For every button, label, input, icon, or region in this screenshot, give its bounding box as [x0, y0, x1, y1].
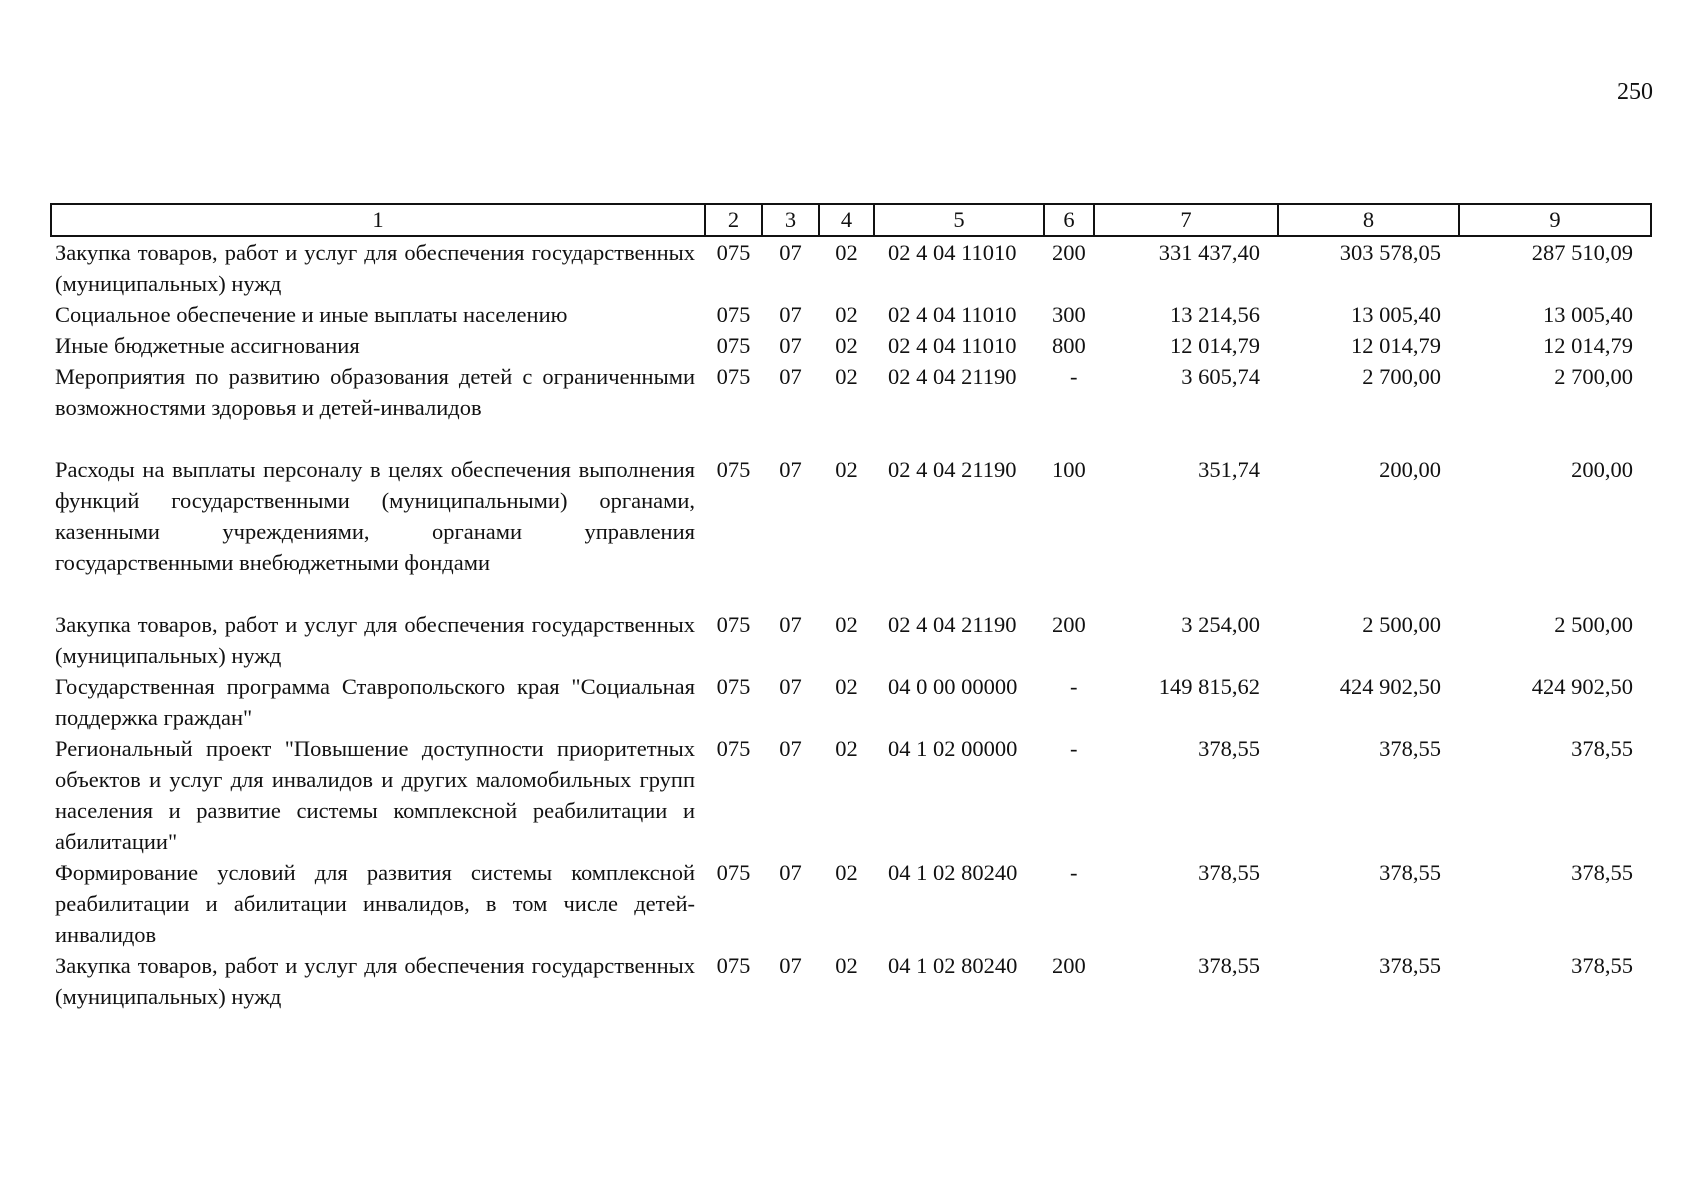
- cell-c5: 02 4 04 21190: [888, 612, 1017, 637]
- cell-c4: 02: [835, 457, 858, 482]
- cell-c3: 07: [779, 240, 802, 265]
- cell-c3: 07: [779, 302, 802, 327]
- cell-c4: 02: [835, 674, 858, 699]
- cell-c2: 075: [716, 364, 751, 389]
- cell-c5: 04 1 02 80240: [888, 860, 1018, 885]
- row-name: Закупка товаров, работ и услуг для обеспечения государственных (муниципальных) нужд: [55, 240, 695, 296]
- table-row: [51, 236, 1651, 299]
- column-header: 4: [819, 204, 874, 236]
- cell-c2: 075: [716, 612, 751, 637]
- page-number: 250: [1617, 79, 1653, 105]
- cell-c6: 200: [1052, 953, 1086, 978]
- cell-c5: 04 1 02 80240: [888, 953, 1018, 978]
- row-name: Закупка товаров, работ и услуг для обеспечения государственных (муниципальных) нужд: [55, 953, 695, 1009]
- cell-c6: 300: [1052, 302, 1086, 327]
- cell-c7: 378,55: [1198, 736, 1260, 761]
- cell-c3: 07: [779, 953, 802, 978]
- cell-c3: 07: [779, 612, 802, 637]
- table-row: [51, 609, 1651, 671]
- cell-c4: 02: [835, 953, 858, 978]
- table-row: [51, 330, 1651, 361]
- cell-c3: 07: [779, 736, 802, 761]
- table-row: [51, 857, 1651, 950]
- column-header: 6: [1044, 204, 1094, 236]
- cell-c8: 303 578,05: [1339, 240, 1441, 265]
- table-row: [51, 361, 1651, 454]
- row-name: Мероприятия по развитию образования детей с ограниченными возможностями здоровья и детей-инвалидов: [55, 364, 695, 420]
- column-header: 8: [1278, 204, 1459, 236]
- cell-c9: 287 510,09: [1531, 240, 1633, 265]
- cell-c9: 13 005,40: [1543, 302, 1633, 327]
- cell-c9: 2 500,00: [1554, 612, 1633, 637]
- cell-c9: 378,55: [1571, 736, 1633, 761]
- cell-c4: 02: [835, 860, 858, 885]
- cell-c7: 331 437,40: [1158, 240, 1260, 265]
- cell-c6: 200: [1052, 612, 1086, 637]
- cell-c8: 2 700,00: [1362, 364, 1441, 389]
- cell-c3: 07: [779, 333, 802, 358]
- cell-c6: -: [1070, 736, 1078, 761]
- cell-c7: 351,74: [1198, 457, 1260, 482]
- column-header: 5: [874, 204, 1044, 236]
- cell-c7: 13 214,56: [1170, 302, 1260, 327]
- table-row: [51, 671, 1651, 733]
- cell-c7: 149 815,62: [1158, 674, 1260, 699]
- column-header: 9: [1459, 204, 1651, 236]
- cell-c3: 07: [779, 674, 802, 699]
- column-header: 1: [51, 204, 705, 236]
- column-header: 3: [762, 204, 819, 236]
- cell-c3: 07: [779, 457, 802, 482]
- cell-c5: 04 1 02 00000: [888, 736, 1018, 761]
- cell-c2: 075: [716, 457, 751, 482]
- budget-table: [50, 203, 1652, 1012]
- cell-c8: 378,55: [1379, 736, 1441, 761]
- cell-c8: 2 500,00: [1362, 612, 1441, 637]
- cell-c9: 424 902,50: [1531, 674, 1633, 699]
- row-name: Социальное обеспечение и иные выплаты населению: [55, 302, 568, 327]
- cell-c5: 02 4 04 11010: [888, 302, 1017, 327]
- cell-c9: 2 700,00: [1554, 364, 1633, 389]
- cell-c4: 02: [835, 736, 858, 761]
- cell-c9: 378,55: [1571, 860, 1633, 885]
- table-row: [51, 299, 1651, 330]
- cell-c7: 3 605,74: [1181, 364, 1260, 389]
- row-name: Закупка товаров, работ и услуг для обеспечения государственных (муниципальных) нужд: [55, 612, 695, 668]
- cell-c5: 02 4 04 11010: [888, 333, 1017, 358]
- row-name: Иные бюджетные ассигнования: [55, 333, 360, 358]
- table-row: [51, 950, 1651, 1012]
- cell-c2: 075: [716, 953, 751, 978]
- cell-c5: 04 0 00 00000: [888, 674, 1018, 699]
- column-header: 7: [1094, 204, 1278, 236]
- cell-c4: 02: [835, 333, 858, 358]
- cell-c2: 075: [716, 333, 751, 358]
- cell-c5: 02 4 04 21190: [888, 457, 1017, 482]
- cell-c9: 12 014,79: [1543, 333, 1633, 358]
- cell-c6: -: [1070, 674, 1078, 699]
- cell-c8: 13 005,40: [1351, 302, 1441, 327]
- cell-c8: 200,00: [1379, 457, 1441, 482]
- column-header: 2: [705, 204, 762, 236]
- cell-c4: 02: [835, 612, 858, 637]
- cell-c6: 100: [1052, 457, 1086, 482]
- cell-c2: 075: [716, 240, 751, 265]
- cell-c6: -: [1070, 364, 1078, 389]
- row-name: Расходы на выплаты персоналу в целях обеспечения выполнения функций государственными (муниципальными) органами, казенными учреждениями, органами управления государственными внебюджетными фондами: [55, 457, 695, 575]
- cell-c6: -: [1070, 860, 1078, 885]
- cell-c9: 378,55: [1571, 953, 1633, 978]
- cell-c6: 800: [1052, 333, 1086, 358]
- cell-c4: 02: [835, 302, 858, 327]
- cell-c5: 02 4 04 11010: [888, 240, 1017, 265]
- cell-c6: 200: [1052, 240, 1086, 265]
- table-row: [51, 733, 1651, 857]
- cell-c7: 3 254,00: [1181, 612, 1260, 637]
- cell-c8: 12 014,79: [1351, 333, 1441, 358]
- cell-c7: 378,55: [1198, 953, 1260, 978]
- cell-c3: 07: [779, 860, 802, 885]
- cell-c2: 075: [716, 302, 751, 327]
- row-name: Формирование условий для развития системы комплексной реабилитации и абилитации инвалидов, в том числе детей-инвалидов: [55, 860, 695, 947]
- cell-c3: 07: [779, 364, 802, 389]
- cell-c8: 378,55: [1379, 860, 1441, 885]
- cell-c7: 12 014,79: [1170, 333, 1260, 358]
- cell-c4: 02: [835, 364, 858, 389]
- cell-c2: 075: [716, 736, 751, 761]
- cell-c5: 02 4 04 21190: [888, 364, 1017, 389]
- cell-c4: 02: [835, 240, 858, 265]
- row-name: Государственная программа Ставропольского края "Социальная поддержка граждан": [55, 674, 695, 730]
- cell-c8: 424 902,50: [1339, 674, 1441, 699]
- cell-c9: 200,00: [1571, 457, 1633, 482]
- table-row: [51, 454, 1651, 609]
- table-header-row: [51, 204, 1651, 236]
- row-name: Региональный проект "Повышение доступности приоритетных объектов и услуг для инвалидов и других маломобильных групп населения и развитие системы комплексной реабилитации и абилитации": [55, 736, 695, 854]
- cell-c7: 378,55: [1198, 860, 1260, 885]
- cell-c2: 075: [716, 674, 751, 699]
- cell-c2: 075: [716, 860, 751, 885]
- cell-c8: 378,55: [1379, 953, 1441, 978]
